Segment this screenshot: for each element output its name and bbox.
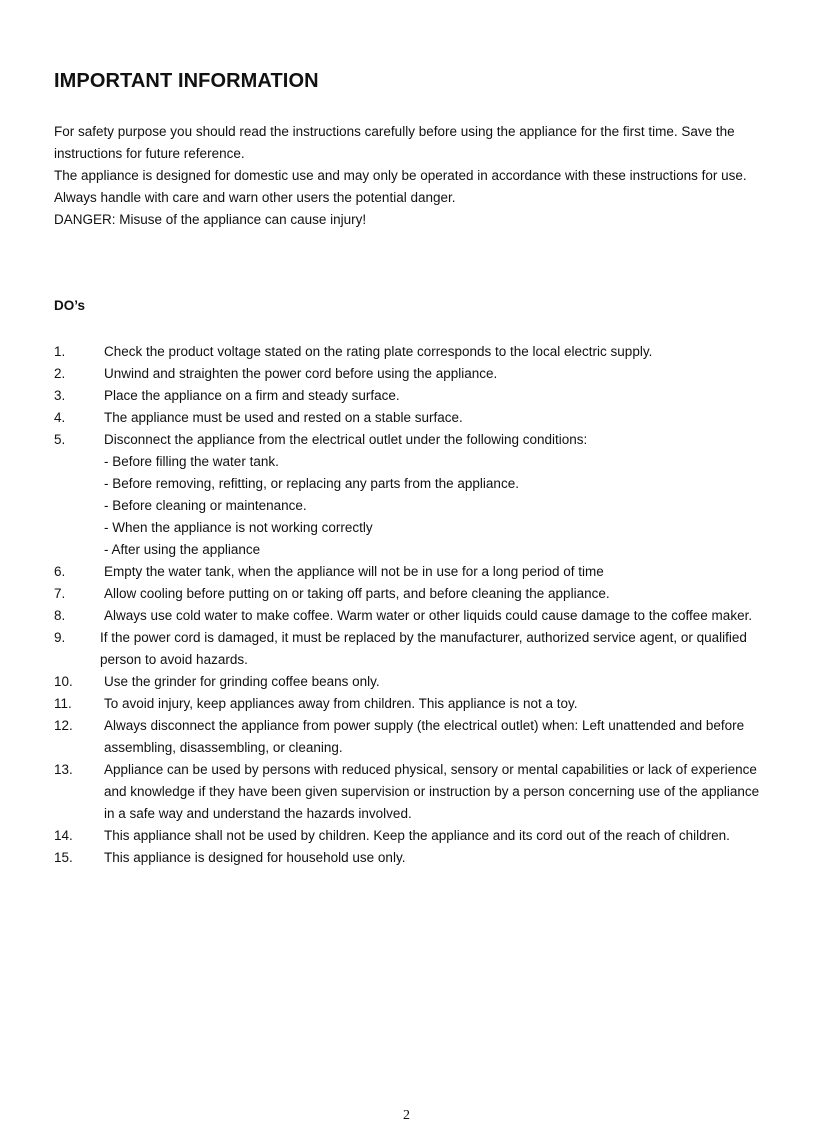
dos-heading: DO’s <box>54 298 86 313</box>
list-item <box>54 627 769 671</box>
list-item <box>54 583 769 605</box>
list-item <box>54 341 769 363</box>
item-number: 4. <box>54 410 66 425</box>
item-text: Always disconnect the appliance from power supply (the electrical outlet) when: Left unattended and before assembling, disassembling, or cleaning. <box>104 718 745 755</box>
intro-paragraph: The appliance is designed for domestic use and may only be operated in accordance with these instructions for use. <box>54 168 747 183</box>
list-item <box>54 759 769 825</box>
item-number: 8. <box>54 608 66 623</box>
list-item <box>54 407 769 429</box>
item-text: The appliance must be used and rested on a stable surface. <box>104 410 463 425</box>
page-number: 2 <box>403 1108 410 1123</box>
sub-item: - Before filling the water tank. <box>104 454 279 469</box>
item-text: Appliance can be used by persons with reduced physical, sensory or mental capabilities or lack of experience and knowledge if they have been given supervision or instruction by a person concerning use of the appliance in a safe way and understand the hazards involved. <box>104 762 760 821</box>
item-number: 13. <box>54 762 73 777</box>
intro-section <box>54 121 769 231</box>
sub-item: - Before cleaning or maintenance. <box>104 498 307 513</box>
item-number: 14. <box>54 828 73 843</box>
item-text: Place the appliance on a firm and steady surface. <box>104 388 400 403</box>
intro-paragraph: For safety purpose you should read the instructions carefully before using the appliance for the first time. Save the instructions for future reference. <box>54 124 735 161</box>
item-number: 11. <box>54 696 72 711</box>
item-text: Check the product voltage stated on the rating plate corresponds to the local electric supply. <box>104 344 653 359</box>
item-text: To avoid injury, keep appliances away from children. This appliance is not a toy. <box>104 696 578 711</box>
item-text: This appliance is designed for household use only. <box>104 850 406 865</box>
page-title: IMPORTANT INFORMATION <box>54 70 319 92</box>
item-text: Disconnect the appliance from the electrical outlet under the following conditions: <box>104 432 588 447</box>
item-text: Always use cold water to make coffee. Warm water or other liquids could cause damage to the coffee maker. <box>104 608 753 623</box>
item-text: Allow cooling before putting on or taking off parts, and before cleaning the appliance. <box>104 586 610 601</box>
sub-item: - Before removing, refitting, or replacing any parts from the appliance. <box>104 476 519 491</box>
list-item <box>54 363 769 385</box>
list-item <box>54 605 769 627</box>
item-number: 12. <box>54 718 73 733</box>
list-item <box>54 847 769 869</box>
list-item <box>54 715 769 759</box>
list-item <box>54 825 769 847</box>
dos-list <box>54 341 769 869</box>
item-number: 9. <box>54 630 66 645</box>
item-number: 6. <box>54 564 66 579</box>
list-item <box>54 693 769 715</box>
list-item <box>54 429 769 561</box>
item-text: If the power cord is damaged, it must be replaced by the manufacturer, authorized service agent, or qualified person to avoid hazards. <box>100 630 747 667</box>
list-item <box>54 671 769 693</box>
item-text: Empty the water tank, when the appliance will not be in use for a long period of time <box>104 564 604 579</box>
sub-item: - After using the appliance <box>104 542 261 557</box>
intro-paragraph: Always handle with care and warn other users the potential danger. <box>54 190 456 205</box>
list-item <box>54 385 769 407</box>
item-text: This appliance shall not be used by children. Keep the appliance and its cord out of the reach of children. <box>104 828 730 843</box>
item-number: 15. <box>54 850 73 865</box>
item-number: 1. <box>54 344 66 359</box>
item-number: 3. <box>54 388 66 403</box>
item-text: Unwind and straighten the power cord before using the appliance. <box>104 366 498 381</box>
item-text: Use the grinder for grinding coffee beans only. <box>104 674 380 689</box>
item-number: 2. <box>54 366 66 381</box>
list-item <box>54 561 769 583</box>
sub-item: - When the appliance is not working correctly <box>104 520 373 535</box>
item-number: 5. <box>54 432 66 447</box>
item-number: 10. <box>54 674 73 689</box>
item-number: 7. <box>54 586 66 601</box>
danger-warning: DANGER: Misuse of the appliance can cause injury! <box>54 212 367 227</box>
